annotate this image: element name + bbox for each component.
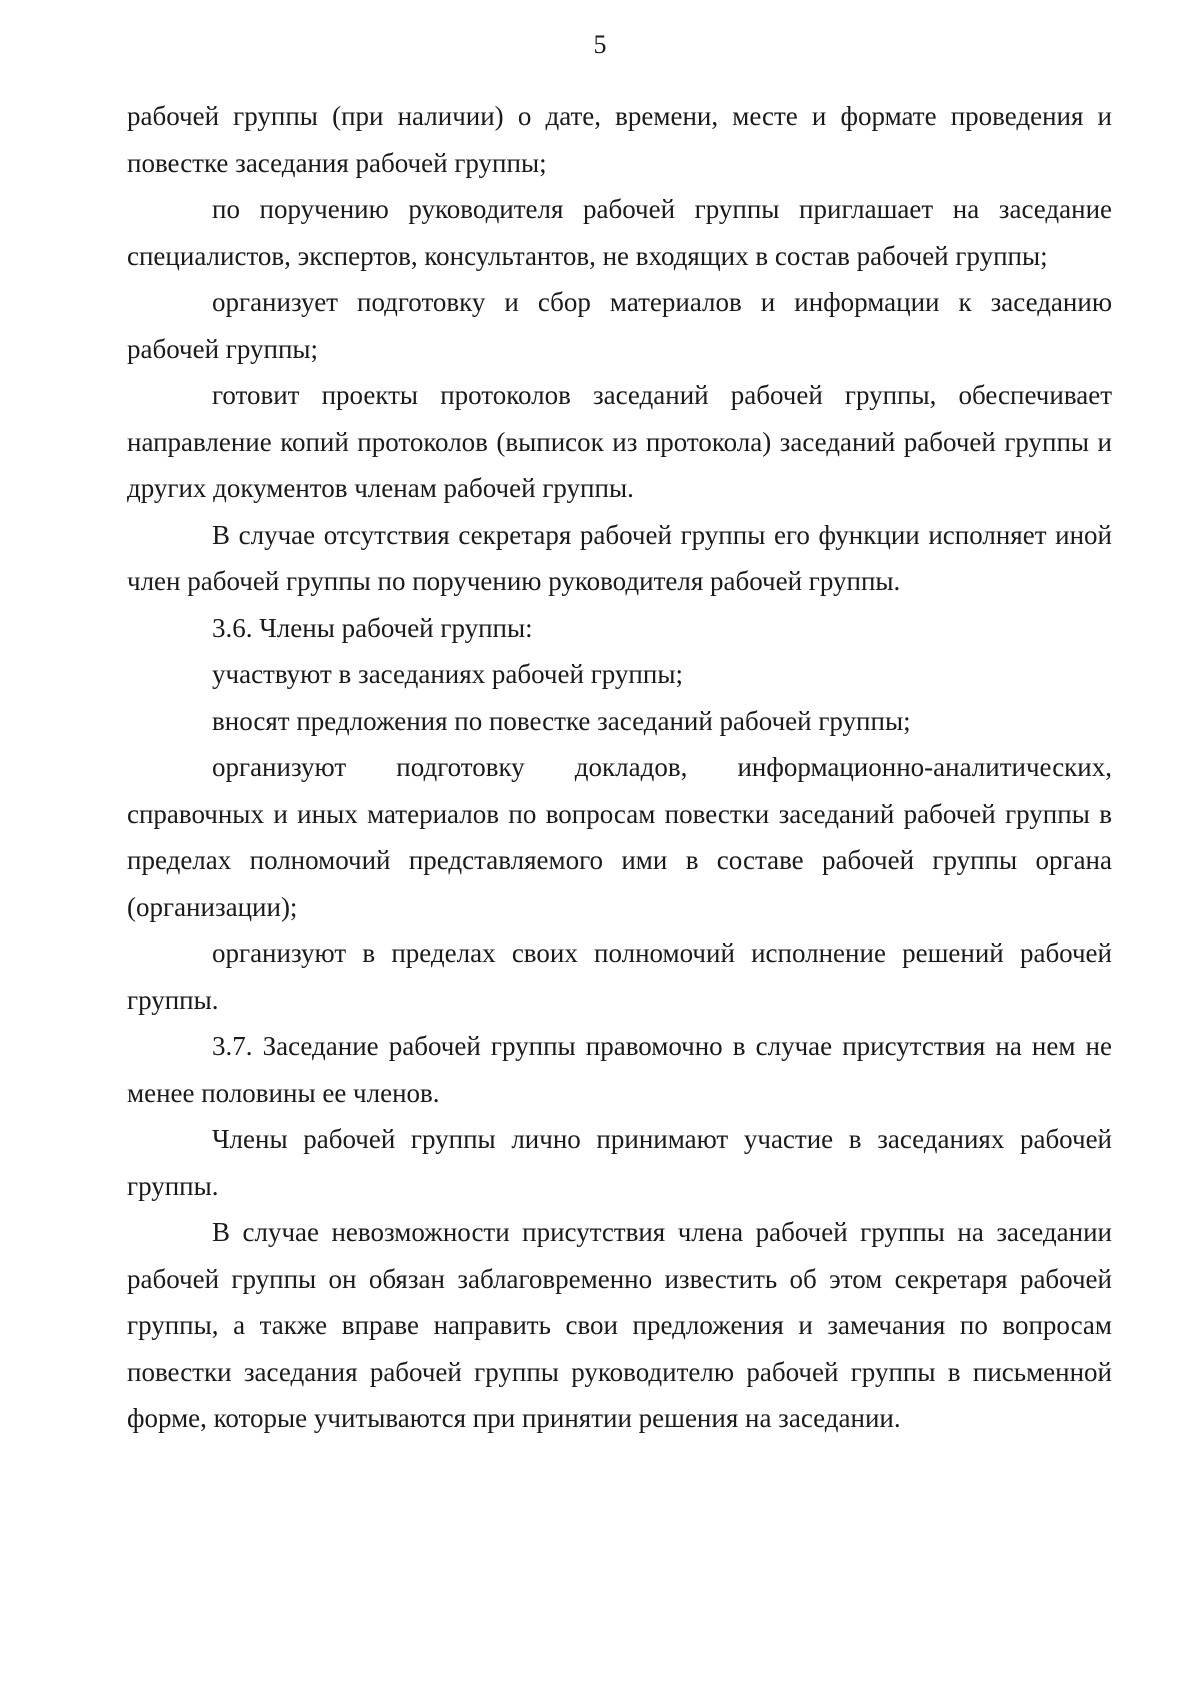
paragraph: Члены рабочей группы лично принимают участие в заседаниях рабочей группы. — [127, 1124, 1112, 1201]
document-body — [127, 93, 1112, 1442]
paragraph: организует подготовку и сбор материалов и информации к заседанию рабочей группы; — [127, 287, 1112, 364]
paragraph-continuation: рабочей группы (при наличии) о дате, времени, месте и формате проведения и повестке заседания рабочей группы; — [127, 101, 1112, 178]
paragraph: по поручению руководителя рабочей группы приглашает на заседание специалистов, экспертов, консультантов, не входящих в состав рабочей группы; — [127, 194, 1112, 271]
paragraph: организуют в пределах своих полномочий исполнение решений рабочей группы. — [127, 938, 1112, 1015]
section-heading-3-6: 3.6. Члены рабочей группы: — [212, 612, 533, 643]
section-paragraph-3-7: 3.7. Заседание рабочей группы правомочно в случае присутствия на нем не менее половины ее членов. — [127, 1031, 1112, 1108]
paragraph: В случае невозможности присутствия члена рабочей группы на заседании рабочей группы он обязан заблаговременно известить об этом секретаря рабочей группы, а также вправе направить свои предложения и замечания по вопросам повестки заседания рабочей группы руководителю рабочей группы в письменной форме, которые учитываются при принятии решения на заседании. — [127, 1217, 1112, 1433]
page-number: 5 — [593, 30, 607, 59]
paragraph: В случае отсутствия секретаря рабочей группы его функции исполняет иной член рабочей группы по поручению руководителя рабочей группы. — [127, 519, 1112, 596]
paragraph: вносят предложения по повестке заседаний рабочей группы; — [212, 705, 911, 736]
paragraph: организуют подготовку докладов, информационно-аналитических, справочных и иных материалов по вопросам повестки заседаний рабочей группы в пределах полномочий представляемого ими в составе рабочей группы органа (организации); — [127, 752, 1112, 922]
paragraph: участвуют в заседаниях рабочей группы; — [212, 659, 683, 689]
paragraph: готовит проекты протоколов заседаний рабочей группы, обеспечивает направление копий протоколов (выписок из протокола) заседаний рабочей группы и других документов членам рабочей группы. — [127, 380, 1112, 503]
